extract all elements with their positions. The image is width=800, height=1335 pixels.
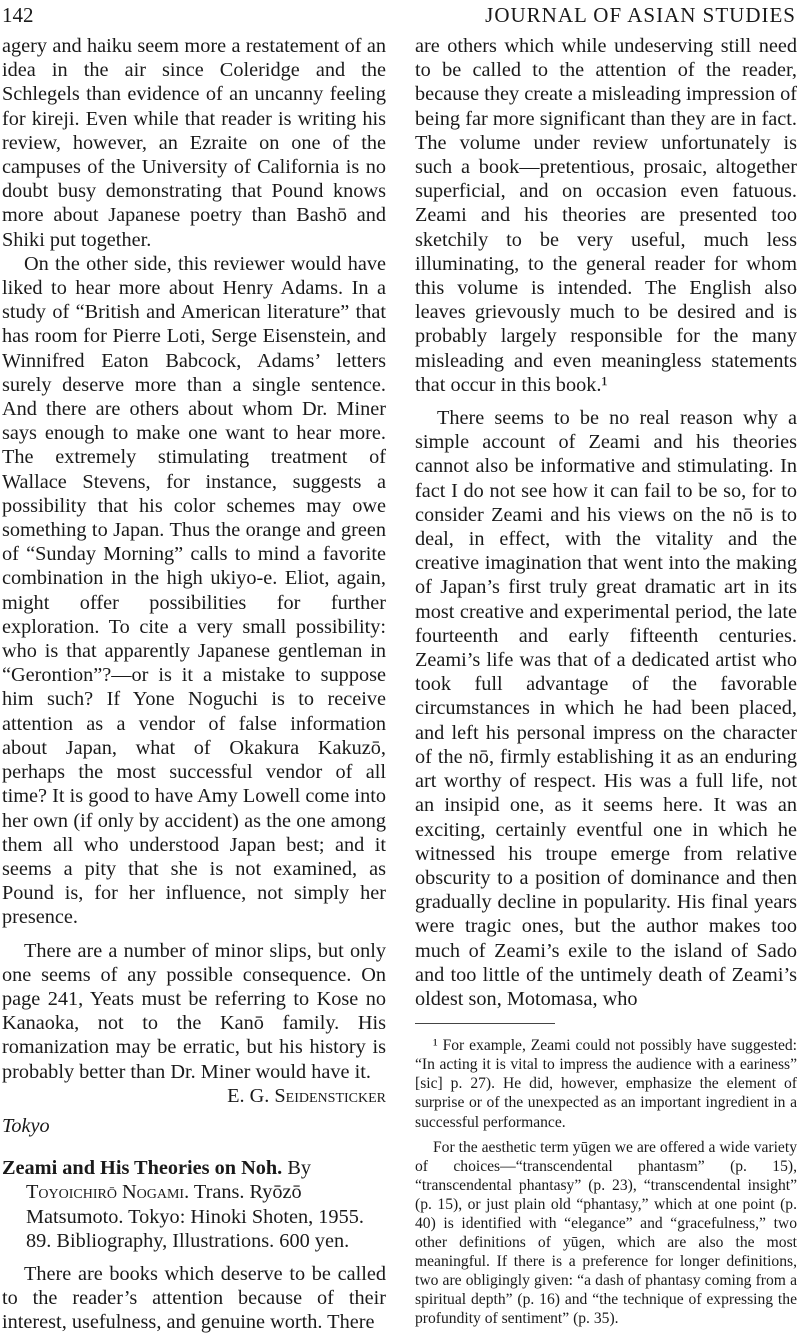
paragraph: There are a number of minor slips, but only one seems of any possible consequence. On page 241, Yeats must be referring to Kose no Kanaoka, not to the Kanō family. His romanization may be erratic, but his history is probably better than Dr. Miner would have it. — [2, 939, 386, 1083]
page-number: 142 — [2, 3, 34, 27]
right-column — [415, 34, 797, 1329]
footnote: ¹ For example, Zeami could not possibly have suggested: “In acting it is vital to impress the audience with a eariness” [sic] p. 27). He did, however, emphasize the element of surprise or of the unexpected as an important ingredient in a successful performance. — [415, 1037, 797, 1131]
reviewer-location: Tokyo — [2, 1114, 50, 1137]
footnote: For the aesthetic term yūgen we are offered a wide variety of choices—“transcendental phantasm” (p. 15), “transcendental phantasy” (p. 23), “transcendental insight” (p. 15), or just plain old “phantasy,” which at one point (p. 40) is identified with “elegance” and “gracefulness,” two other definitions of yūgen, which are also the most meaningful. If there is a preference for longer definitions, two are obligingly given: “a dash of phantasy coming from a spiritual depth” (p. 16) and “the technique of expressing the profundity of sentiment” (p. 35). — [415, 1138, 797, 1328]
book-title: Zeami and His Theories on Noh. — [2, 1157, 283, 1180]
paragraph: agery and haiku seem more a restatement of an idea in the air since Coleridge and the Schlegels than evidence of an uncanny feeling for kireji. Even while that reader is writing his review, however, an Ezraite on one of the campuses of the University of California is no doubt busy demonstrating that Pound knows more about Japanese poetry than Bashō and Shiki put together. — [2, 35, 386, 251]
book-author: Toyoichirō Nogami. — [26, 1181, 190, 1204]
reviewer-signature: E. G. Seidensticker — [227, 1084, 386, 1107]
by-label: By — [287, 1157, 311, 1180]
review-heading — [2, 1156, 386, 1253]
footnote-rule — [415, 1023, 555, 1030]
paragraph: are others which while undeserving still need to be called to the attention of the reader, because they create a misleading impression of being far more significant than they are in fact. The volume under review unfortunately is such a book—pretentious, prosaic, altogether superficial, and on occasion even fatuous. Zeami and his theories are presented too sketchily to be very useful, much less illuminating, to the general reader for whom this volume is intended. The English also leaves grievously much to be desired and is probably largely responsible for the many misleading and even meaningless statements that occur in this book.¹ — [415, 35, 797, 396]
paragraph: On the other side, this reviewer would have liked to hear more about Henry Adams. In a study of “British and American literature” that has room for Pierre Loti, Serge Eisenstein, and Winnifred Eaton Babcock, Adams’ letters surely deserve more than a single sentence. And there are others about whom Dr. Miner says enough to make one want to hear more. The extremely stimulating treatment of Wallace Stevens, for instance, suggests a possibility that his color schemes may owe something to Japan. Thus the orange and green of “Sunday Morning” calls to mind a favorite combination in the high ukiyo-e. Eliot, again, might offer possibilities for further exploration. To cite a very small possibility: who is that apparently Japanese gentleman in “Gerontion”?—or is it a mistake to suppose him such? If Yone Noguchi is to receive attention as a vendor of false information about Japan, what of Okakura Kakuzō, perhaps the most successful vendor of all time? It is good to have Amy Lowell come into her own (if only by accident) as the one among them all who understood Japan best; and it seems a pity that she is not examined, as Pound is, for her influence, not simply her presence. — [2, 252, 386, 929]
paragraph: There are books which deserve to be called to the reader’s attention because of their interest, usefulness, and genuine worth. There — [2, 1262, 386, 1334]
paragraph: There seems to be no real reason why a simple account of Zeami and his theories cannot also be informative and stimulating. In fact I do not see how it can fail to be so, for to consider Zeami and his views on the nō is to deal, in effect, with the vitality and the creative imagination that went into the making of Japan’s first truly great dramatic art in its most creative and experimental period, the late fourteenth and early fifteenth centuries. Zeami’s life was that of a dedicated artist who took full advantage of the favorable circumstances in which he had been placed, and left his personal impress on the character of the nō, firmly establishing it as an enduring art worthy of respect. His was a full life, not an insipid one, as it seems here. It was an exciting, certainly eventful one in which he witnessed his troupe emerge from relative obscurity to a position of dominance and then gradually decline in popularity. His final years were tragic ones, but the author makes too much of Zeami’s exile to the island of Sado and too little of the untimely death of Zeami’s oldest son, Motomasa, who — [415, 407, 797, 1010]
book-details: Trans. Ryōzō Matsumoto. Tokyo: Hinoki Shoten, 1955. 89. Bibliography, Illustrations. 600 yen. — [26, 1181, 364, 1252]
running-header — [2, 0, 796, 30]
journal-title: JOURNAL OF ASIAN STUDIES — [485, 3, 796, 27]
left-column — [2, 34, 386, 1335]
